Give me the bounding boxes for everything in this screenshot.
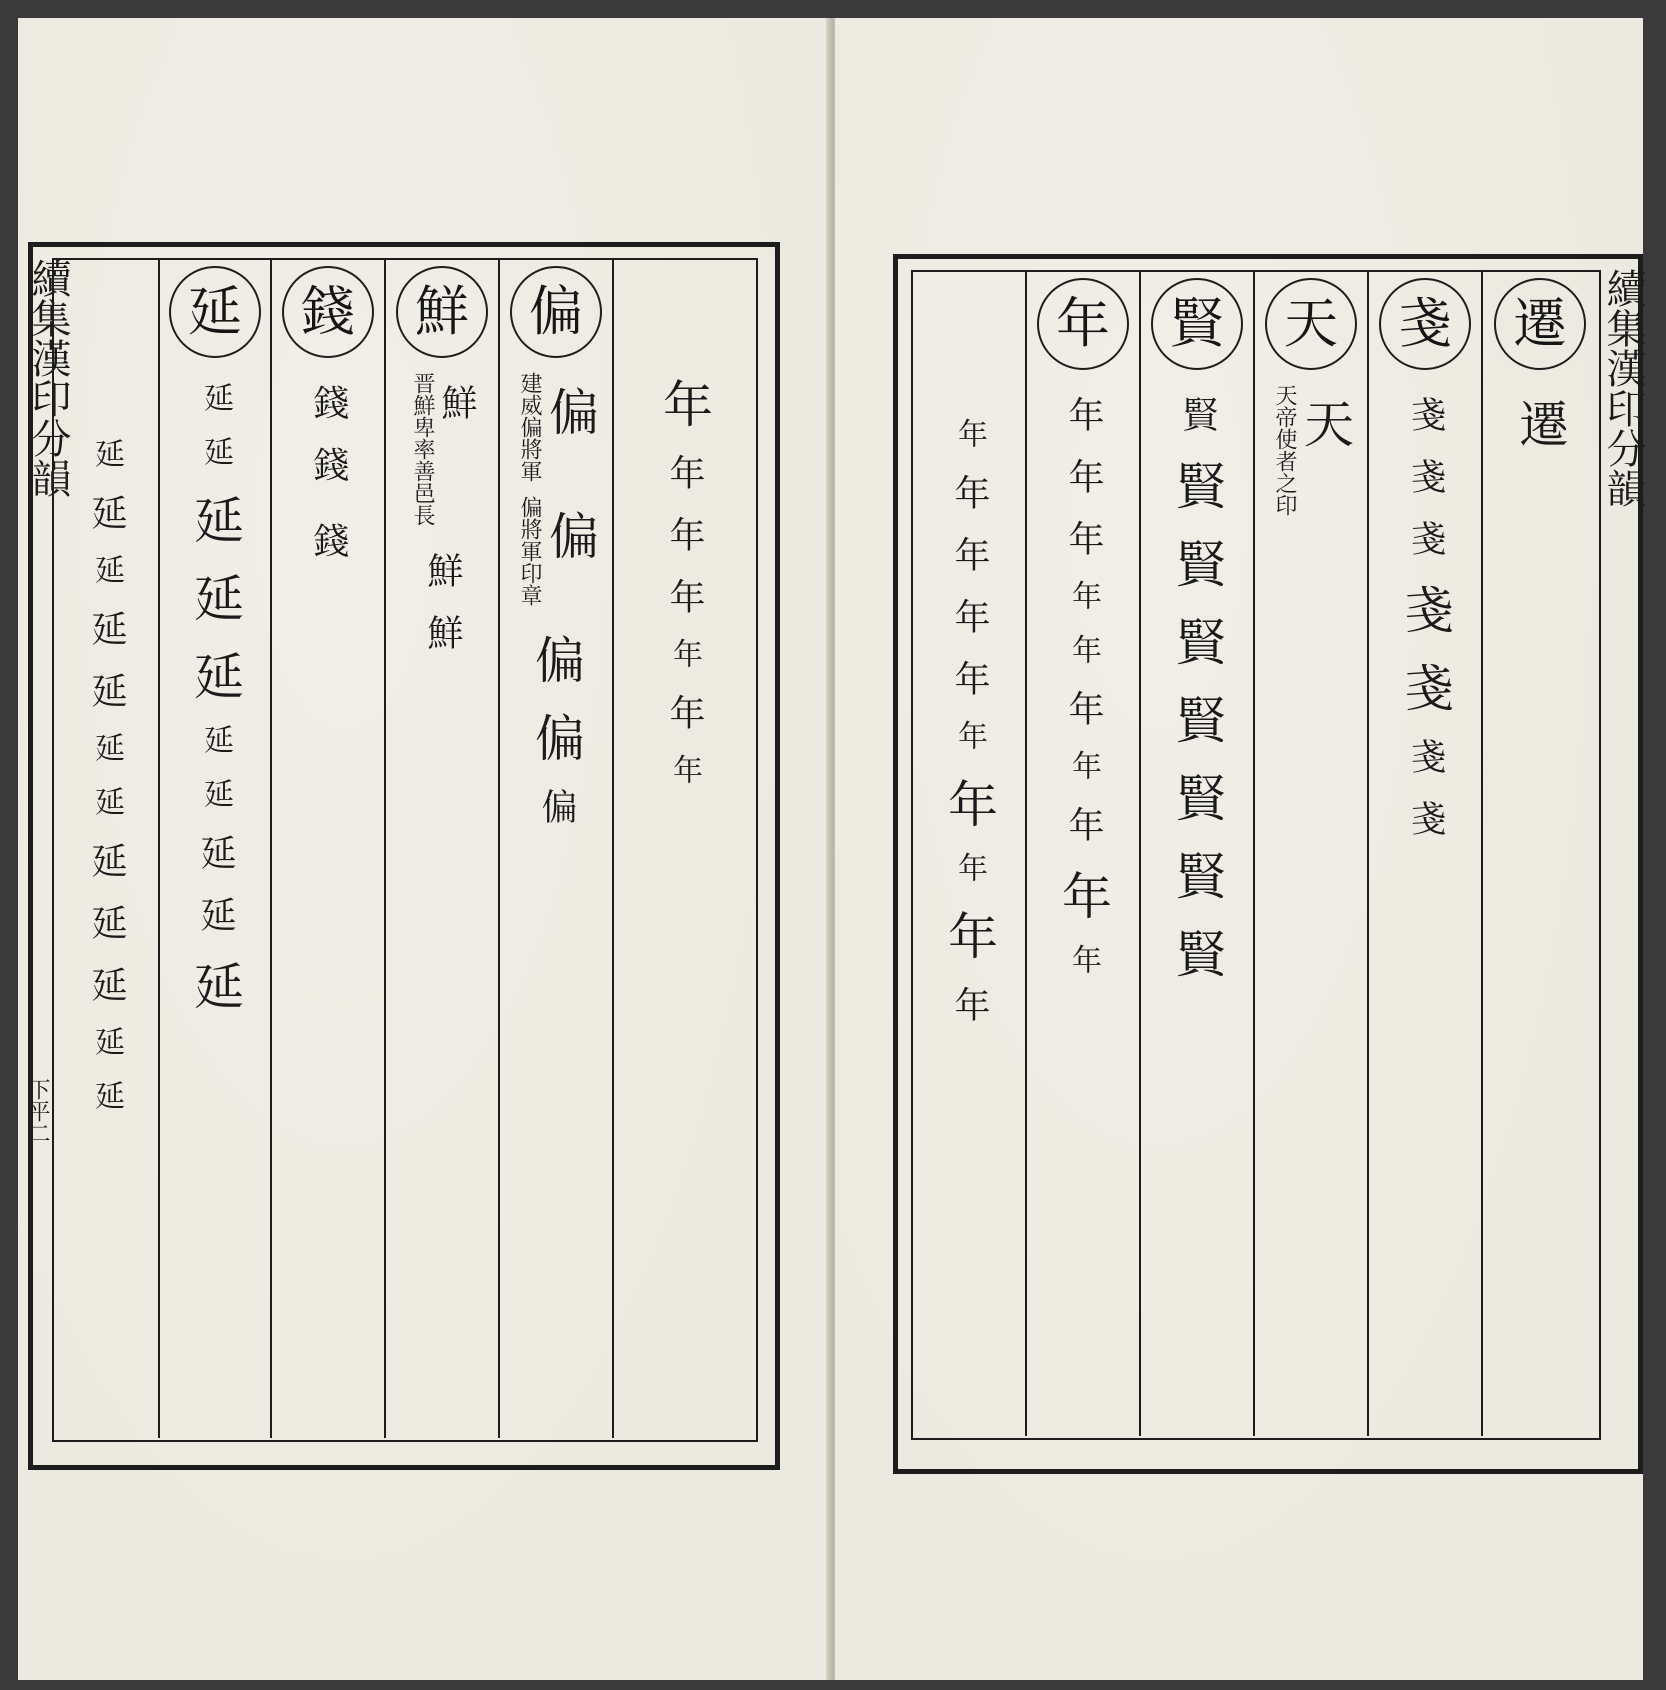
seal-caption: 偏將軍印章 — [517, 496, 542, 606]
head-character-circle: 年 — [1037, 278, 1129, 370]
seal-glyph: 年 — [952, 720, 987, 750]
seal-glyph: 年 — [1054, 870, 1112, 920]
head-character-circle: 錢 — [282, 266, 374, 358]
seal-glyph: 延 — [186, 650, 244, 700]
head-character-circle: 鮮 — [396, 266, 488, 358]
seal-glyph: 戔 — [1405, 458, 1446, 494]
seal-glyph: 延 — [89, 554, 124, 584]
seal-glyph: 年 — [1066, 634, 1101, 664]
seal-glyph: 年 — [664, 578, 705, 614]
right-margin-title: 續集漢印分韻 — [1600, 268, 1646, 508]
seal-glyph: 戔 — [1405, 520, 1446, 556]
seal-glyph: 延 — [186, 494, 244, 544]
seal-glyph: 賢 — [1168, 460, 1226, 510]
seal-glyph: 錢 — [308, 384, 349, 420]
seal-glyph: 偏 — [541, 386, 599, 436]
seal-glyph: 年 — [664, 694, 705, 730]
seal-glyph: 年 — [949, 986, 990, 1022]
right-column-4 — [1141, 278, 1253, 978]
right-column-6 — [913, 418, 1025, 1022]
seal-glyph: 偏 — [536, 788, 577, 824]
seal-glyph: 年 — [1063, 520, 1104, 556]
seal-glyph: 年 — [949, 474, 990, 510]
seal-glyph: 天 — [1296, 398, 1354, 448]
seal-glyph: 年 — [664, 454, 705, 490]
seal-glyph: 年 — [952, 418, 987, 448]
seal-glyph: 延 — [86, 672, 127, 708]
glyph-with-note — [517, 358, 599, 482]
head-character-circle: 延 — [169, 266, 261, 358]
right-column-3 — [1255, 278, 1367, 516]
seal-glyph: 延 — [89, 1080, 124, 1110]
seal-glyph: 年 — [1066, 750, 1101, 780]
seal-glyph: 鮮 — [422, 552, 463, 588]
seal-glyph: 偏 — [527, 712, 585, 762]
seal-glyph: 賢 — [1177, 396, 1218, 432]
seal-glyph: 賢 — [1168, 928, 1226, 978]
seal-glyph: 年 — [655, 378, 713, 428]
seal-glyph: 遷 — [1511, 398, 1569, 448]
right-page — [835, 18, 1646, 1680]
seal-glyph: 年 — [664, 516, 705, 552]
left-column-2 — [500, 266, 612, 824]
seal-glyph: 戔 — [1405, 738, 1446, 774]
seal-glyph: 年 — [1063, 806, 1104, 842]
glyph-with-note — [410, 358, 477, 526]
left-column-6 — [54, 438, 158, 1110]
seal-glyph: 錢 — [308, 446, 349, 482]
left-column-3 — [386, 266, 498, 650]
seal-glyph: 戔 — [1405, 800, 1446, 836]
seal-glyph: 延 — [86, 610, 127, 646]
left-margin-title: 續集漢印分韻 — [25, 258, 71, 498]
seal-glyph: 戔 — [1396, 662, 1454, 712]
head-character-circle: 遷 — [1494, 278, 1586, 370]
seal-glyph: 年 — [667, 754, 702, 784]
seal-glyph: 年 — [952, 852, 987, 882]
seal-glyph: 延 — [86, 904, 127, 940]
seal-glyph: 延 — [86, 842, 127, 878]
seal-glyph: 年 — [667, 638, 702, 668]
seal-glyph: 延 — [198, 724, 233, 754]
seal-glyph: 年 — [949, 598, 990, 634]
seal-glyph: 賢 — [1168, 694, 1226, 744]
right-column-5 — [1027, 278, 1139, 974]
head-character-circle: 天 — [1265, 278, 1357, 370]
seal-glyph: 賢 — [1168, 772, 1226, 822]
seal-glyph: 戔 — [1396, 584, 1454, 634]
left-page — [18, 18, 833, 1680]
seal-glyph: 賢 — [1168, 616, 1226, 666]
seal-glyph: 延 — [86, 494, 127, 530]
seal-glyph: 戔 — [1405, 396, 1446, 432]
seal-glyph: 延 — [89, 732, 124, 762]
seal-glyph: 年 — [940, 778, 998, 828]
seal-glyph: 偏 — [541, 510, 599, 560]
glyph-with-note — [1272, 370, 1354, 516]
seal-glyph: 年 — [1063, 396, 1104, 432]
seal-glyph: 年 — [1063, 458, 1104, 494]
seal-glyph: 延 — [86, 966, 127, 1002]
glyph-with-note — [517, 482, 599, 606]
seal-glyph: 年 — [1063, 690, 1104, 726]
seal-glyph: 延 — [89, 786, 124, 816]
seal-glyph: 年 — [1066, 580, 1101, 610]
head-character-circle: 偏 — [510, 266, 602, 358]
right-column-1 — [1483, 278, 1597, 448]
seal-caption: 天帝使者之印 — [1272, 384, 1297, 516]
head-character-circle: 戔 — [1379, 278, 1471, 370]
seal-glyph: 延 — [195, 834, 236, 870]
left-column-4 — [272, 266, 384, 558]
seal-glyph: 鮮 — [436, 384, 477, 420]
seal-glyph: 錢 — [308, 522, 349, 558]
seal-glyph: 年 — [949, 536, 990, 572]
head-character-circle: 賢 — [1151, 278, 1243, 370]
seal-glyph: 年 — [940, 910, 998, 960]
seal-glyph: 賢 — [1168, 850, 1226, 900]
seal-glyph: 偏 — [527, 634, 585, 684]
seal-glyph: 賢 — [1168, 538, 1226, 588]
seal-glyph: 年 — [1066, 944, 1101, 974]
seal-glyph: 延 — [89, 438, 124, 468]
seal-glyph: 延 — [186, 960, 244, 1010]
seal-glyph: 延 — [186, 572, 244, 622]
left-folio: 下平二 — [25, 1078, 50, 1144]
seal-glyph: 延 — [198, 382, 233, 412]
seal-glyph: 延 — [198, 436, 233, 466]
seal-glyph: 鮮 — [422, 614, 463, 650]
seal-glyph: 年 — [949, 660, 990, 696]
seal-caption: 晋鮮卑率善邑長 — [410, 372, 435, 526]
left-column-5 — [160, 266, 270, 1010]
seal-glyph: 延 — [89, 1026, 124, 1056]
seal-glyph: 延 — [198, 778, 233, 808]
seal-caption: 建威偏將軍 — [517, 372, 542, 482]
seal-glyph: 延 — [195, 896, 236, 932]
left-column-1 — [614, 378, 754, 784]
right-column-2 — [1369, 278, 1481, 836]
